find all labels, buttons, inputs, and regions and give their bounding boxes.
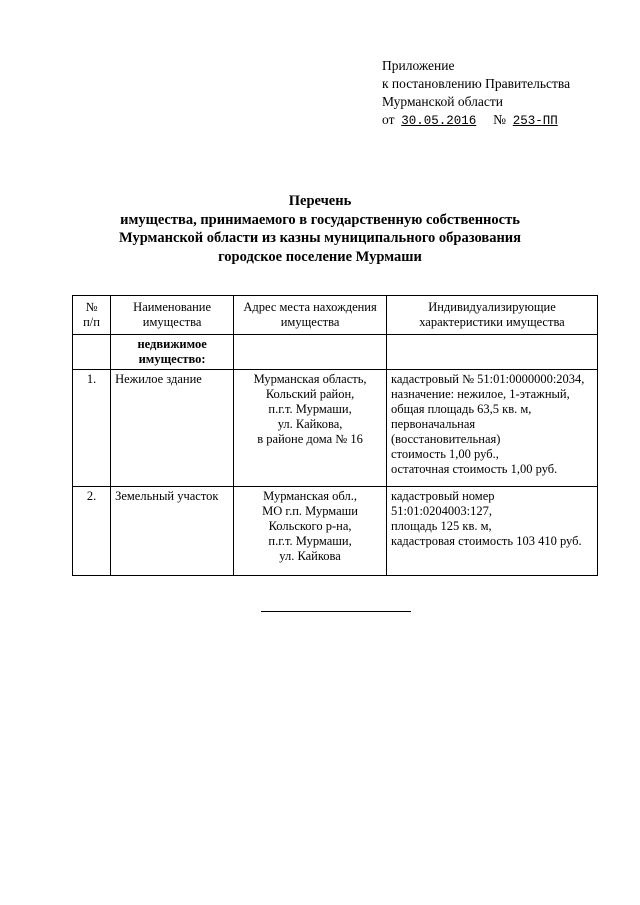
title-line-3: Мурманской области из казны муниципального образования — [118, 230, 522, 246]
section-num-cell — [73, 335, 111, 370]
title-line-4: городское поселение Мурмаши — [218, 248, 422, 265]
section-row — [73, 335, 598, 370]
characteristic-line: первоначальная — [390, 417, 476, 431]
address-line: МО г.п. Мурмаши — [262, 504, 358, 518]
characteristic-line: кадастровый № 51:01:0000000:2034, — [390, 372, 585, 386]
appendix-block — [382, 57, 570, 130]
header-name-line-1: Наименование — [133, 300, 212, 314]
row-address — [234, 487, 387, 576]
header-chars-line-1: Индивидуализирующие — [428, 300, 556, 314]
title-line-2: имущества, принимаемого в государственную собственность — [120, 211, 520, 228]
address-line: Кольского р-на, — [268, 519, 352, 533]
characteristic-line: (восстановительная) — [390, 432, 501, 446]
characteristic-line: кадастровый номер — [390, 489, 495, 503]
appendix-resolution: к постановлению Правительства — [382, 76, 571, 91]
row-address — [234, 370, 387, 487]
header-name-line-2: имущества — [142, 315, 202, 329]
resolution-date: 30.05.2016 — [401, 114, 477, 128]
section-chars-cell — [386, 335, 597, 370]
header-address — [234, 296, 387, 335]
row-num: 1. — [73, 370, 111, 487]
table-row — [73, 370, 598, 487]
characteristic-line: остаточная стоимость 1,00 руб. — [390, 462, 558, 476]
characteristic-line: площадь 125 кв. м, — [390, 519, 492, 533]
row-num: 2. — [73, 487, 111, 576]
row-name: Нежилое здание — [111, 370, 234, 487]
row-characteristics — [386, 487, 597, 576]
address-line: в районе дома № 16 — [257, 432, 363, 446]
document-title — [40, 192, 600, 266]
characteristic-line: назначение: нежилое, 1-этажный, — [390, 387, 570, 401]
address-line: Кольский район, — [265, 387, 355, 401]
header-num — [73, 296, 111, 335]
characteristic-line: 51:01:0204003:127, — [390, 504, 493, 518]
property-table — [72, 295, 598, 576]
address-line: ул. Кайкова, — [277, 417, 343, 431]
characteristic-line: стоимость 1,00 руб., — [390, 447, 499, 461]
appendix-date-line — [382, 111, 570, 130]
appendix-region: Мурманской области — [382, 94, 503, 109]
header-num-line-1: № — [85, 300, 98, 314]
end-of-document-rule — [261, 611, 411, 612]
header-address-line-1: Адрес места нахождения — [243, 300, 377, 314]
header-characteristics — [386, 296, 597, 335]
address-line: Мурманская область, — [253, 372, 367, 386]
characteristic-line: общая площадь 63,5 кв. м, — [390, 402, 532, 416]
section-label-line-1: недвижимое — [137, 337, 207, 351]
header-address-line-2: имущества — [280, 315, 340, 329]
table-row — [73, 487, 598, 576]
characteristic-line: кадастровая стоимость 103 410 руб. — [390, 534, 582, 548]
number-sign: № — [493, 112, 507, 127]
row-characteristics — [386, 370, 597, 487]
resolution-number: 253-ПП — [512, 114, 558, 128]
address-line: Мурманская обл., — [263, 489, 357, 503]
address-line: п.г.т. Мурмаши, — [268, 534, 352, 548]
header-num-line-2: п/п — [83, 315, 100, 329]
header-chars-line-2: характеристики имущества — [419, 315, 565, 329]
address-line: п.г.т. Мурмаши, — [268, 402, 352, 416]
section-address-cell — [234, 335, 387, 370]
section-label — [111, 335, 234, 370]
title-line-1: Перечень — [288, 193, 352, 209]
row-name: Земельный участок — [111, 487, 234, 576]
table-header-row — [73, 296, 598, 335]
section-label-line-2: имущество: — [138, 352, 206, 366]
address-line: ул. Кайкова — [279, 549, 341, 563]
header-name — [111, 296, 234, 335]
date-prefix: от — [382, 112, 395, 127]
appendix-label: Приложение — [382, 58, 455, 73]
